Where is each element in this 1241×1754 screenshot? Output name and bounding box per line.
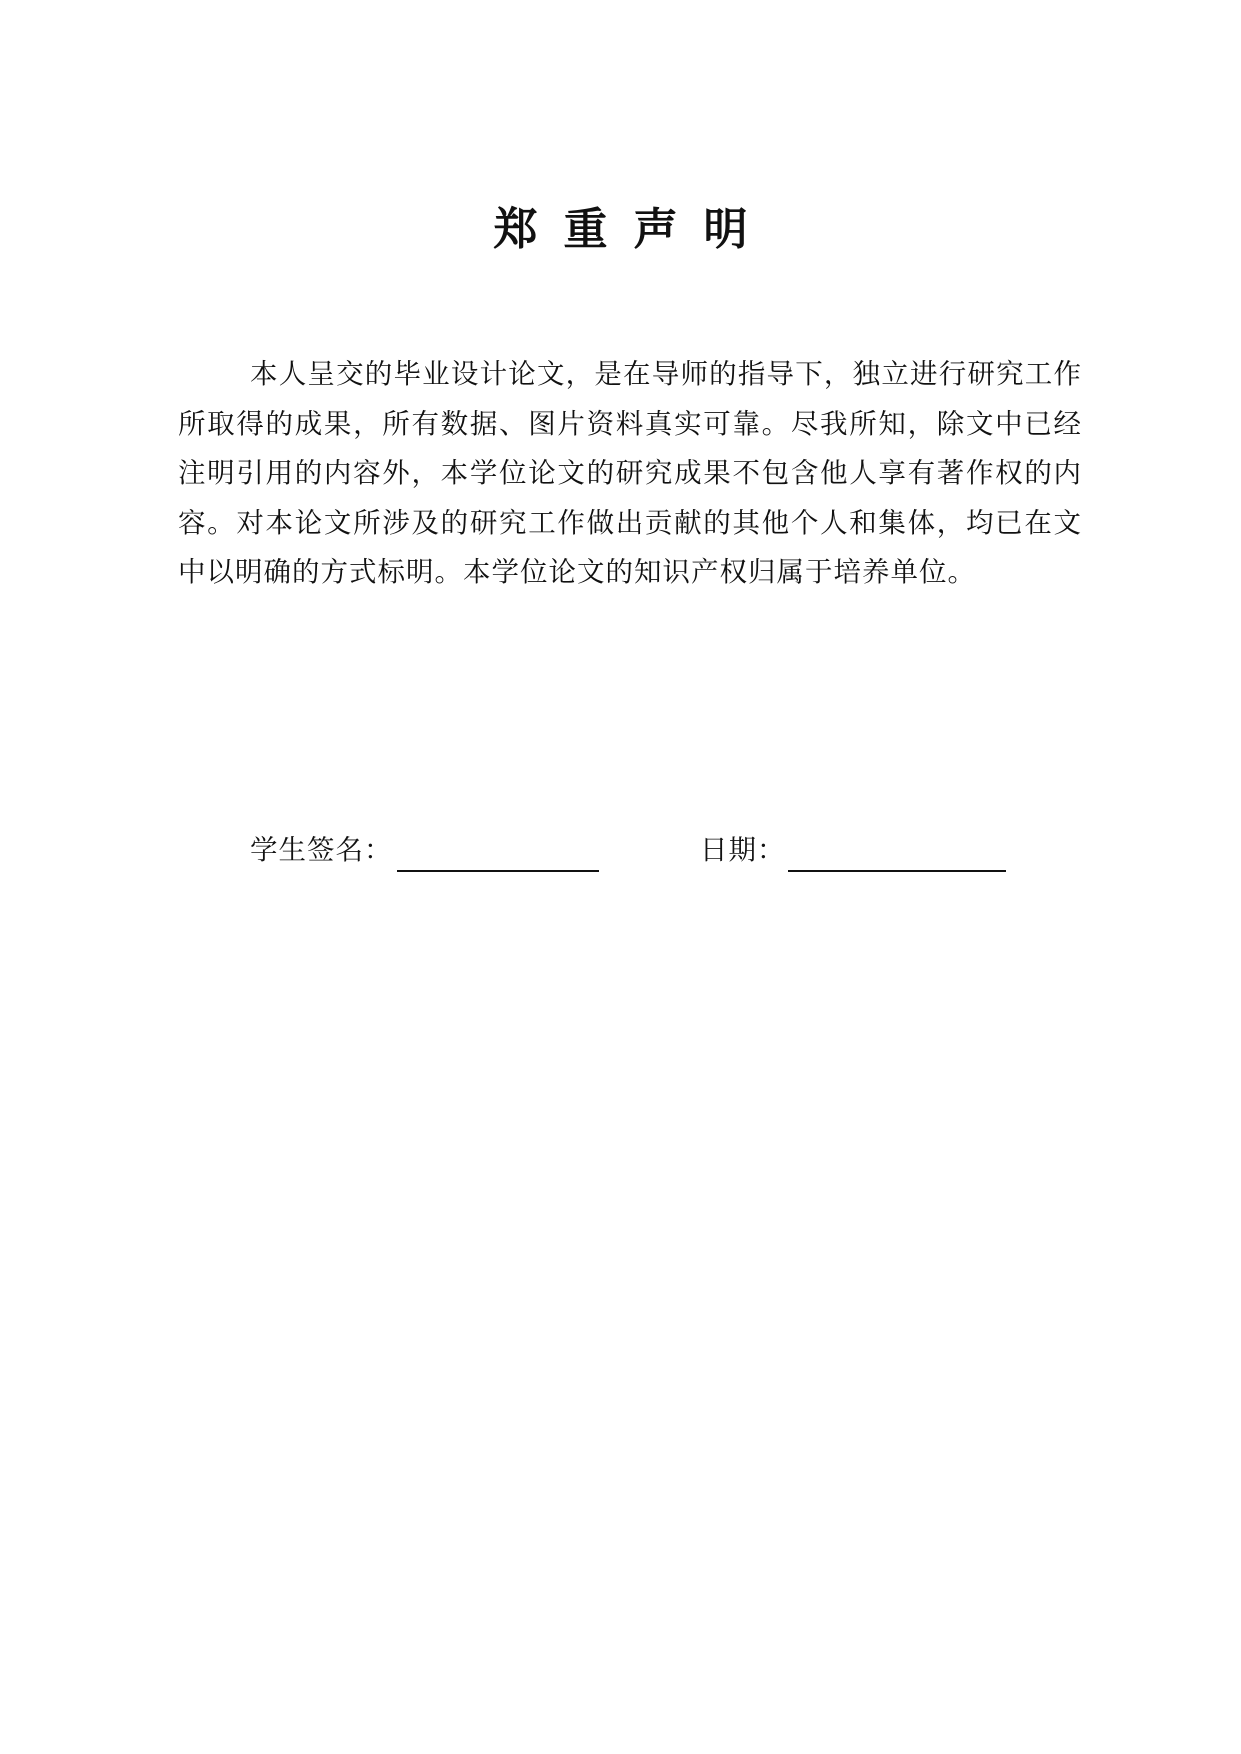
page-title: 郑重声明 xyxy=(493,204,774,255)
student-signature-line xyxy=(397,870,599,872)
student-signature-label: 学生签名： xyxy=(250,834,393,866)
date-label: 日期： xyxy=(700,834,786,866)
signature-row xyxy=(0,826,1241,882)
declaration-paragraph: 本人呈交的毕业设计论文，是在导师的指导下，独立进行研究工作所取得的成果，所有数据、图片资料真实可靠。尽我所知，除文中已经注明引用的内容外，本学位论文的研究成果不包含他人享有著作权的内容。对本论文所涉及的研究工作做出贡献的其他个人和集体，均已在文中以明确的方式标明。本学位论文的知识产权归属于培养单位。 xyxy=(178,358,1082,588)
date-line xyxy=(788,870,1006,872)
